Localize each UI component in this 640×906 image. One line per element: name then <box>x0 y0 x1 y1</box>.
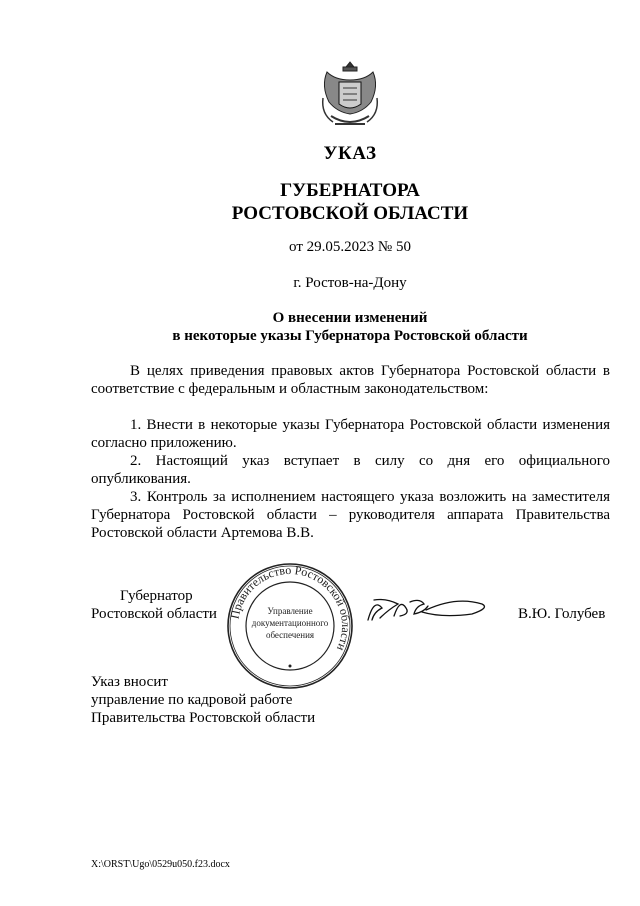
signer-position-line-2: Ростовской области <box>91 606 217 622</box>
submitter-note <box>91 673 315 727</box>
intro-paragraph <box>91 362 610 398</box>
stamp-inner-line-2: документационного <box>251 618 329 628</box>
subject-line-1: О внесении изменений <box>272 310 428 326</box>
issuer-line-2: РОСТОВСКОЙ ОБЛАСТИ <box>231 203 469 224</box>
items-list <box>91 416 610 542</box>
coat-of-arms-icon <box>317 58 383 132</box>
handwritten-signature <box>364 590 494 630</box>
list-item: 2. Настоящий указ вступает в силу со дня его официального опубликования. <box>91 453 610 487</box>
stamp-inner-line-3: обеспечения <box>265 630 315 640</box>
stamp-outer-text: Правительство Ростовской области <box>227 562 354 654</box>
stamp-inner-line-1: Управление <box>267 606 313 616</box>
official-stamp <box>226 562 354 690</box>
note-line-3: Правительства Ростовской области <box>91 710 316 726</box>
signer-name: В.Ю. Голубев <box>518 606 606 622</box>
note-line-2: управление по кадровой работе <box>91 692 293 708</box>
doc-type-title: УКАЗ <box>323 143 377 164</box>
list-item: 1. Внести в некоторые указы Губернатора Ростовской области изменения согласно приложению. <box>91 417 610 451</box>
city: г. Ростов-на-Дону <box>293 275 407 291</box>
subject-line-2: в некоторые указы Губернатора Ростовской области <box>172 328 528 344</box>
date-number: от 29.05.2023 № 50 <box>289 239 411 255</box>
file-path-footer: X:\ORST\Ugo\0529u050.f23.docx <box>91 859 230 870</box>
intro-text: В целях приведения правовых актов Губернатора Ростовской области в соответствие с федеральным и областным законодательством: <box>91 363 610 397</box>
signer-position-line-1: Губернатор <box>120 588 193 604</box>
issuer-line-1: ГУБЕРНАТОРА <box>280 180 420 201</box>
list-item: 3. Контроль за исполнением настоящего указа возложить на заместителя Губернатора Ростовской области – руководителя аппарата Правительства Ростовской области Артемова В.В. <box>91 489 610 541</box>
note-line-1: Указ вносит <box>91 674 168 690</box>
